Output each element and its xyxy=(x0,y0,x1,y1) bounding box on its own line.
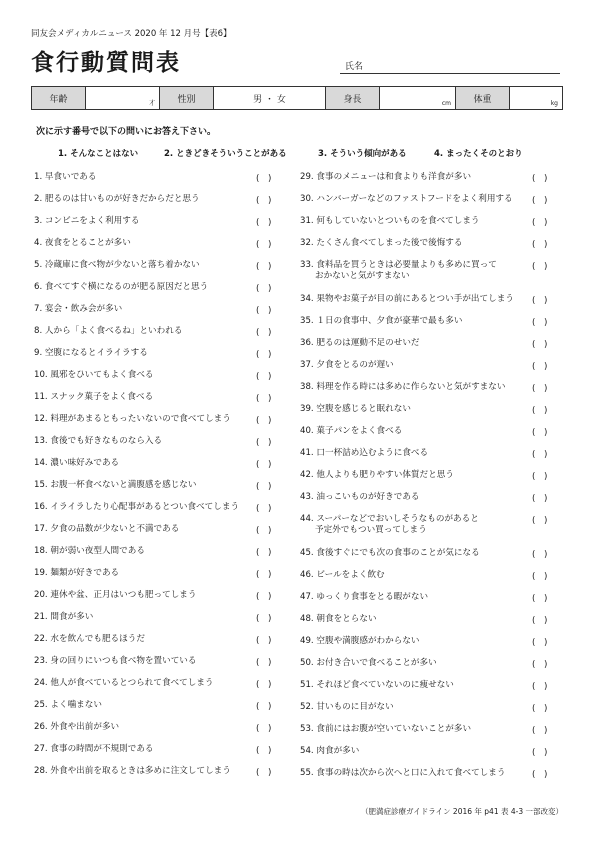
answer-parentheses[interactable]: ( ) xyxy=(256,702,272,712)
question-item: 24. 他人が食べているとつられて食べてしまう xyxy=(34,678,214,688)
question-item xyxy=(300,548,480,559)
answer-parentheses[interactable]: ( ) xyxy=(532,516,548,526)
answer-parentheses[interactable]: ( ) xyxy=(532,704,548,714)
question-text-line: 37. 夕食をとるのが遅い xyxy=(300,360,394,370)
question-item xyxy=(300,746,359,757)
answer-parentheses[interactable]: ( ) xyxy=(532,450,548,460)
question-item: 12. 料理があまるともったいないので食べてしまう xyxy=(34,414,231,424)
question-item xyxy=(300,492,420,503)
question-item: 2. 肥るのは甘いものが好きだからだと思う xyxy=(34,194,200,204)
answer-parentheses[interactable]: ( ) xyxy=(532,616,548,626)
answer-parentheses[interactable]: ( ) xyxy=(256,240,272,250)
question-text-line: おかないと気がすまない xyxy=(315,271,410,281)
answer-parentheses[interactable]: ( ) xyxy=(256,350,272,360)
question-text-line: 46. ビールをよく飲む xyxy=(300,570,385,580)
question-item: 6. 食べてすぐ横になるのが肥る原因だと思う xyxy=(34,282,209,292)
question-text-line: 54. 肉食が多い xyxy=(300,746,360,756)
question-item xyxy=(300,404,411,415)
question-item: 22. 水を飲んでも肥るほうだ xyxy=(34,634,145,644)
question-item: 4. 夜食をとることが多い xyxy=(34,238,131,248)
question-item: 1. 早食いである xyxy=(34,172,97,182)
question-item: 19. 麺類が好きである xyxy=(34,568,120,578)
scale-option-1: 1. そんなことはない xyxy=(58,149,139,159)
question-item: 11. スナック菓子をよく食べる xyxy=(34,392,154,402)
answer-parentheses[interactable]: ( ) xyxy=(256,218,272,228)
answer-parentheses[interactable]: ( ) xyxy=(256,636,272,646)
question-text-line: 36. 肥るのは運動不足のせいだ xyxy=(300,338,420,348)
age-label: 年齢 xyxy=(32,87,86,109)
answer-parentheses[interactable]: ( ) xyxy=(532,428,548,438)
weight-field[interactable] xyxy=(510,87,562,109)
scale-option-3: 3. そういう傾向がある xyxy=(318,149,407,159)
question-item: 21. 間食が多い xyxy=(34,612,94,622)
question-item: 16. イライラしたり心配事があるとつい食べてしまう xyxy=(34,502,240,512)
answer-parentheses[interactable]: ( ) xyxy=(256,482,272,492)
question-item xyxy=(300,216,480,227)
question-text-line: 51. それほど食べていないのに痩せない xyxy=(300,680,454,690)
question-item xyxy=(300,658,437,669)
question-item: 5. 冷蔵庫に食べ物が少ないと落ち着かない xyxy=(34,260,200,270)
question-item xyxy=(300,570,385,581)
question-item: 9. 空腹になるとイライラする xyxy=(34,348,148,358)
answer-parentheses[interactable]: ( ) xyxy=(532,572,548,582)
answer-parentheses[interactable]: ( ) xyxy=(532,638,548,648)
weight-label: 体重 xyxy=(456,87,510,109)
question-item xyxy=(300,448,428,459)
sex-field[interactable] xyxy=(214,87,326,109)
question-item xyxy=(300,724,471,735)
question-item xyxy=(300,426,402,437)
answer-parentheses[interactable]: ( ) xyxy=(256,372,272,382)
question-item xyxy=(300,514,479,536)
question-text-line: 予定外でもつい買ってしまう xyxy=(315,525,427,535)
question-text-line: 29. 食事のメニューは和食よりも洋食が多い xyxy=(300,172,472,182)
page-title: 食行動質問表 xyxy=(31,50,181,76)
question-text-line: 35. １日の食事中、夕食が豪華で最も多い xyxy=(300,316,463,326)
answer-parentheses[interactable]: ( ) xyxy=(256,174,272,184)
question-item xyxy=(300,360,394,371)
answer-parentheses[interactable]: ( ) xyxy=(256,526,272,536)
question-item xyxy=(300,260,497,282)
name-label: 氏名 xyxy=(345,62,364,72)
question-item xyxy=(300,768,505,779)
answer-parentheses[interactable]: ( ) xyxy=(532,770,548,780)
height-unit: cm xyxy=(441,100,451,107)
question-text-line: 53. 食前にはお腹が空いていないことが多い xyxy=(300,724,472,734)
question-text-line: 30. ハンバーガーなどのファストフードをよく利用する xyxy=(300,194,513,204)
newsletter-header: 同友会メディカルニュース 2020 年 12 月号【表6】 xyxy=(31,29,232,39)
question-text-line: 47. ゆっくり食事をとる暇がない xyxy=(300,592,429,602)
answer-parentheses[interactable]: ( ) xyxy=(532,296,548,306)
age-unit: 才 xyxy=(148,100,155,107)
answer-parentheses[interactable]: ( ) xyxy=(256,306,272,316)
question-item xyxy=(300,636,420,647)
question-item: 13. 食後でも好きなものなら入る xyxy=(34,436,163,446)
question-item: 25. よく噛まない xyxy=(34,700,102,710)
question-item xyxy=(300,338,420,349)
answer-parentheses[interactable]: ( ) xyxy=(532,472,548,482)
answer-parentheses[interactable]: ( ) xyxy=(256,548,272,558)
question-text-line: 32. たくさん食べてしまった後で後悔する xyxy=(300,238,463,248)
height-label: 身長 xyxy=(326,87,380,109)
question-item: 14. 濃い味好みである xyxy=(34,458,120,468)
answer-parentheses[interactable]: ( ) xyxy=(256,262,272,272)
question-item xyxy=(300,172,471,183)
answer-parentheses[interactable]: ( ) xyxy=(532,660,548,670)
age-field[interactable] xyxy=(86,87,160,109)
question-text-line: 44. スーパーなどでおいしそうなものがあると xyxy=(300,514,479,524)
answer-parentheses[interactable]: ( ) xyxy=(256,438,272,448)
question-text-line: 55. 食事の時は次から次へと口に入れて食べてしまう xyxy=(300,768,506,778)
source-citation: （肥満症診療ガイドライン 2016 年 p41 表 4-3 一部改変） xyxy=(361,807,563,816)
answer-parentheses[interactable]: ( ) xyxy=(532,196,548,206)
question-item xyxy=(300,316,463,327)
instruction-text: 次に示す番号で以下の問いにお答え下さい。 xyxy=(36,127,217,137)
answer-parentheses[interactable]: ( ) xyxy=(256,416,272,426)
answer-parentheses[interactable]: ( ) xyxy=(256,328,272,338)
question-item xyxy=(300,238,463,249)
answer-parentheses[interactable]: ( ) xyxy=(532,362,548,372)
height-field[interactable] xyxy=(380,87,456,109)
answer-parentheses[interactable]: ( ) xyxy=(256,614,272,624)
question-item: 26. 外食や出前が多い xyxy=(34,722,120,732)
answer-parentheses[interactable]: ( ) xyxy=(532,384,548,394)
answer-parentheses[interactable]: ( ) xyxy=(256,680,272,690)
question-text-line: 33. 食料品を買うときは必要量よりも多めに買って xyxy=(300,260,497,270)
answer-parentheses[interactable]: ( ) xyxy=(532,406,548,416)
question-item: 28. 外食や出前を取るときは多めに注文してしまう xyxy=(34,766,231,776)
question-item: 3. コンビニをよく利用する xyxy=(34,216,140,226)
question-item xyxy=(300,382,505,393)
answer-parentheses[interactable]: ( ) xyxy=(532,174,548,184)
question-text-line: 38. 料理を作る時には多めに作らないと気がすまない xyxy=(300,382,506,392)
question-text-line: 49. 空腹や満腹感がわからない xyxy=(300,636,420,646)
question-item xyxy=(300,702,394,713)
question-item: 7. 宴会・飲み会が多い xyxy=(34,304,123,314)
answer-parentheses[interactable]: ( ) xyxy=(256,284,272,294)
answer-parentheses[interactable]: ( ) xyxy=(532,318,548,328)
answer-parentheses[interactable]: ( ) xyxy=(256,394,272,404)
answer-parentheses[interactable]: ( ) xyxy=(532,262,548,272)
question-item xyxy=(300,680,454,691)
answer-parentheses[interactable]: ( ) xyxy=(256,658,272,668)
scale-option-2: 2. ときどきそういうことがある xyxy=(164,149,287,159)
answer-parentheses[interactable]: ( ) xyxy=(256,746,272,756)
question-item: 15. お腹一杯食べないと満腹感を感じない xyxy=(34,480,197,490)
question-text-line: 40. 菓子パンをよく食べる xyxy=(300,426,403,436)
question-text-line: 31. 何もしていないとついものを食べてしまう xyxy=(300,216,480,226)
answer-parentheses[interactable]: ( ) xyxy=(256,724,272,734)
question-item xyxy=(300,614,377,625)
question-text-line: 48. 朝食をとらない xyxy=(300,614,377,624)
answer-parentheses[interactable]: ( ) xyxy=(532,726,548,736)
scale-option-4: 4. まったくそのとおり xyxy=(434,149,523,159)
question-item xyxy=(300,194,513,205)
answer-parentheses[interactable]: ( ) xyxy=(532,218,548,228)
answer-parentheses[interactable]: ( ) xyxy=(256,196,272,206)
question-item: 20. 連休や盆、正月はいつも肥ってしまう xyxy=(34,590,197,600)
question-item: 10. 風邪をひいてもよく食べる xyxy=(34,370,154,380)
answer-parentheses[interactable]: ( ) xyxy=(532,240,548,250)
question-text-line: 42. 他人よりも肥りやすい体質だと思う xyxy=(300,470,454,480)
answer-parentheses[interactable]: ( ) xyxy=(256,592,272,602)
question-text-line: 34. 果物やお菓子が目の前にあるとつい手が出てしまう xyxy=(300,294,514,304)
answer-parentheses[interactable]: ( ) xyxy=(532,550,548,560)
personal-info-table xyxy=(31,86,563,110)
question-text-line: 45. 食後すぐにでも次の食事のことが気になる xyxy=(300,548,480,558)
sex-options: 男 ・ 女 xyxy=(253,94,286,105)
question-item: 23. 身の回りにいつも食べ物を置いている xyxy=(34,656,197,666)
answer-parentheses[interactable]: ( ) xyxy=(532,340,548,350)
sex-label: 性別 xyxy=(160,87,214,109)
answer-parentheses[interactable]: ( ) xyxy=(532,594,548,604)
answer-parentheses[interactable]: ( ) xyxy=(256,570,272,580)
answer-parentheses[interactable]: ( ) xyxy=(532,682,548,692)
name-field-line[interactable] xyxy=(340,73,560,74)
question-text-line: 52. 甘いものに目がない xyxy=(300,702,394,712)
question-text-line: 43. 油っこいものが好きである xyxy=(300,492,420,502)
question-item: 17. 夕食の品数が少ないと不満である xyxy=(34,524,180,534)
question-item xyxy=(300,294,514,305)
answer-parentheses[interactable]: ( ) xyxy=(256,768,272,778)
answer-parentheses[interactable]: ( ) xyxy=(532,494,548,504)
question-text-line: 39. 空腹を感じると眠れない xyxy=(300,404,411,414)
weight-unit: kg xyxy=(550,100,558,107)
answer-parentheses[interactable]: ( ) xyxy=(532,748,548,758)
question-item xyxy=(300,592,428,603)
answer-parentheses[interactable]: ( ) xyxy=(256,460,272,470)
question-text-line: 50. お付き合いで食べることが多い xyxy=(300,658,437,668)
question-text-line: 41. 口一杯詰め込むように食べる xyxy=(300,448,429,458)
question-item: 8. 人から「よく食べるね」といわれる xyxy=(34,326,183,336)
question-item xyxy=(300,470,454,481)
question-item: 27. 食事の時間が不規則である xyxy=(34,744,154,754)
answer-parentheses[interactable]: ( ) xyxy=(256,504,272,514)
question-item: 18. 朝が弱い夜型人間である xyxy=(34,546,145,556)
